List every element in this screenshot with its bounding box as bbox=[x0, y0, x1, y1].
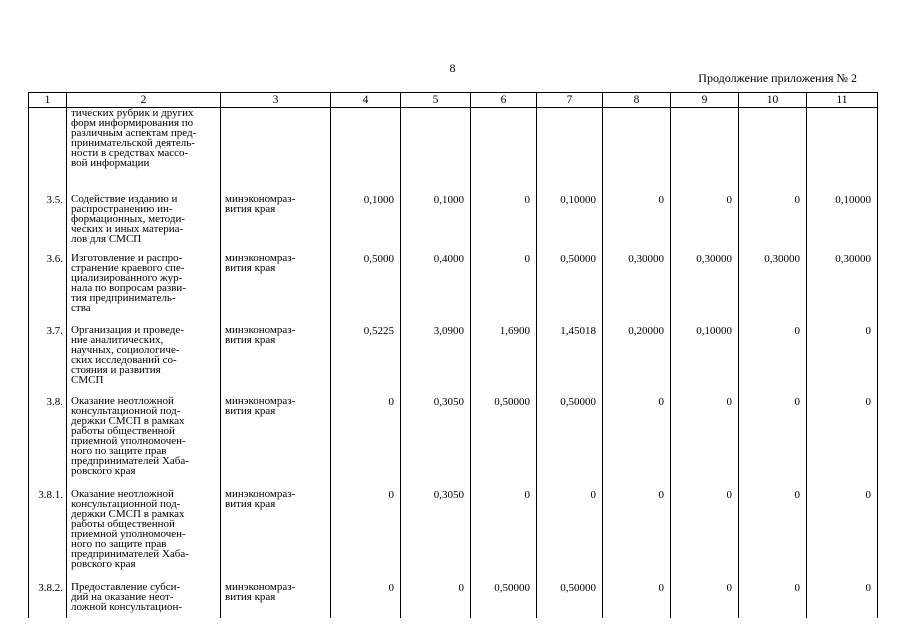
table-row bbox=[29, 582, 878, 618]
row-value-col5: 3,0900 bbox=[401, 325, 471, 396]
table-row bbox=[29, 253, 878, 325]
row-activity-name: Предоставление субси- дий на оказание неот- ложной консультацион- bbox=[67, 582, 221, 618]
row-activity-name: тических рубрик и других форм информирования по различным аспектам пред- принимательской деятель- ности в средствах массо- вой информации bbox=[67, 108, 221, 194]
row-value-col5: 0,3050 bbox=[401, 489, 471, 582]
row-value-col6: 0 bbox=[471, 489, 537, 582]
row-value-col4: 0,1000 bbox=[331, 194, 401, 253]
row-index: 3.6. bbox=[29, 253, 67, 325]
row-value-col4: 0 bbox=[331, 396, 401, 489]
column-header: 5 bbox=[401, 93, 471, 108]
row-value-col4: 0 bbox=[331, 489, 401, 582]
appendix-continuation-label: Продолжение приложения № 2 bbox=[698, 71, 857, 85]
row-responsible: минэкономраз- вития края bbox=[221, 253, 331, 325]
row-value-col5: 0,4000 bbox=[401, 253, 471, 325]
row-value-col4: 0,5225 bbox=[331, 325, 401, 396]
row-value-col7 bbox=[537, 108, 603, 194]
table-row bbox=[29, 108, 878, 194]
row-activity-name: Оказание неотложной консультационной под- держки СМСП в рамках работы общественной приемной уполномочен- ного по защите прав предпринимателей Хаба- ровского края bbox=[67, 396, 221, 489]
row-value-col5: 0 bbox=[401, 582, 471, 618]
row-value-col6 bbox=[471, 108, 537, 194]
row-value-col7: 0,50000 bbox=[537, 253, 603, 325]
row-value-col11: 0 bbox=[807, 325, 878, 396]
row-activity-name: Оказание неотложной консультационной под- держки СМСП в рамках работы общественной приемной уполномочен- ного по защите прав предпринимателей Хаба- ровского края bbox=[67, 489, 221, 582]
row-value-col6: 0,50000 bbox=[471, 582, 537, 618]
row-value-col7: 0,50000 bbox=[537, 582, 603, 618]
row-value-col7: 0,50000 bbox=[537, 396, 603, 489]
row-responsible: минэкономраз- вития края bbox=[221, 194, 331, 253]
row-responsible: минэкономраз- вития края bbox=[221, 489, 331, 582]
row-value-col11 bbox=[807, 108, 878, 194]
column-header: 2 bbox=[67, 93, 221, 108]
row-value-col6: 0,50000 bbox=[471, 396, 537, 489]
row-responsible: минэкономраз- вития края bbox=[221, 582, 331, 618]
row-value-col11: 0,30000 bbox=[807, 253, 878, 325]
row-value-col10: 0 bbox=[739, 396, 807, 489]
row-value-col9 bbox=[671, 108, 739, 194]
program-table bbox=[28, 92, 878, 618]
column-header: 7 bbox=[537, 93, 603, 108]
row-activity-name: Организация и проведе- ние аналитических, научных, социологиче- ских исследований со- стояния и развития СМСП bbox=[67, 325, 221, 396]
row-value-col4 bbox=[331, 108, 401, 194]
row-value-col9: 0,10000 bbox=[671, 325, 739, 396]
row-value-col7: 0,10000 bbox=[537, 194, 603, 253]
column-header: 10 bbox=[739, 93, 807, 108]
row-value-col7: 0 bbox=[537, 489, 603, 582]
row-value-col8: 0,20000 bbox=[603, 325, 671, 396]
row-value-col4: 0,5000 bbox=[331, 253, 401, 325]
column-header: 1 bbox=[29, 93, 67, 108]
row-value-col10: 0 bbox=[739, 582, 807, 618]
row-value-col8: 0 bbox=[603, 194, 671, 253]
row-value-col11: 0,10000 bbox=[807, 194, 878, 253]
row-value-col7: 1,45018 bbox=[537, 325, 603, 396]
row-value-col9: 0 bbox=[671, 582, 739, 618]
row-value-col10: 0 bbox=[739, 325, 807, 396]
table-row bbox=[29, 194, 878, 253]
row-responsible bbox=[221, 108, 331, 194]
row-index: 3.5. bbox=[29, 194, 67, 253]
row-activity-name: Содействие изданию и распространению ин- формационных, методи- ческих и иных материа- лов для СМСП bbox=[67, 194, 221, 253]
row-value-col8: 0 bbox=[603, 396, 671, 489]
column-header: 8 bbox=[603, 93, 671, 108]
row-value-col6: 0 bbox=[471, 194, 537, 253]
row-value-col8 bbox=[603, 108, 671, 194]
row-activity-name: Изготовление и распро- странение краевого спе- циализированного жур- нала по вопросам разви- тия предприниматель- ства bbox=[67, 253, 221, 325]
column-header: 6 bbox=[471, 93, 537, 108]
row-index: 3.8.2. bbox=[29, 582, 67, 618]
row-value-col11: 0 bbox=[807, 582, 878, 618]
row-value-col9: 0,30000 bbox=[671, 253, 739, 325]
column-header: 3 bbox=[221, 93, 331, 108]
table-row bbox=[29, 325, 878, 396]
row-responsible: минэкономраз- вития края bbox=[221, 396, 331, 489]
row-value-col11: 0 bbox=[807, 396, 878, 489]
row-value-col5: 0,1000 bbox=[401, 194, 471, 253]
row-index bbox=[29, 108, 67, 194]
row-value-col10: 0,30000 bbox=[739, 253, 807, 325]
page-number: 8 bbox=[449, 61, 456, 75]
row-value-col8: 0 bbox=[603, 489, 671, 582]
row-index: 3.8. bbox=[29, 396, 67, 489]
column-header: 9 bbox=[671, 93, 739, 108]
row-value-col8: 0 bbox=[603, 582, 671, 618]
table-row bbox=[29, 489, 878, 582]
table-row bbox=[29, 396, 878, 489]
table-header-row bbox=[29, 93, 878, 108]
column-header: 11 bbox=[807, 93, 878, 108]
row-index: 3.7. bbox=[29, 325, 67, 396]
row-value-col5: 0,3050 bbox=[401, 396, 471, 489]
row-value-col5 bbox=[401, 108, 471, 194]
row-value-col9: 0 bbox=[671, 489, 739, 582]
row-value-col10 bbox=[739, 108, 807, 194]
row-value-col9: 0 bbox=[671, 194, 739, 253]
row-value-col9: 0 bbox=[671, 396, 739, 489]
row-index: 3.8.1. bbox=[29, 489, 67, 582]
row-value-col11: 0 bbox=[807, 489, 878, 582]
row-value-col6: 1,6900 bbox=[471, 325, 537, 396]
column-header: 4 bbox=[331, 93, 401, 108]
row-responsible: минэкономраз- вития края bbox=[221, 325, 331, 396]
row-value-col6: 0 bbox=[471, 253, 537, 325]
row-value-col10: 0 bbox=[739, 194, 807, 253]
row-value-col10: 0 bbox=[739, 489, 807, 582]
row-value-col4: 0 bbox=[331, 582, 401, 618]
row-value-col8: 0,30000 bbox=[603, 253, 671, 325]
